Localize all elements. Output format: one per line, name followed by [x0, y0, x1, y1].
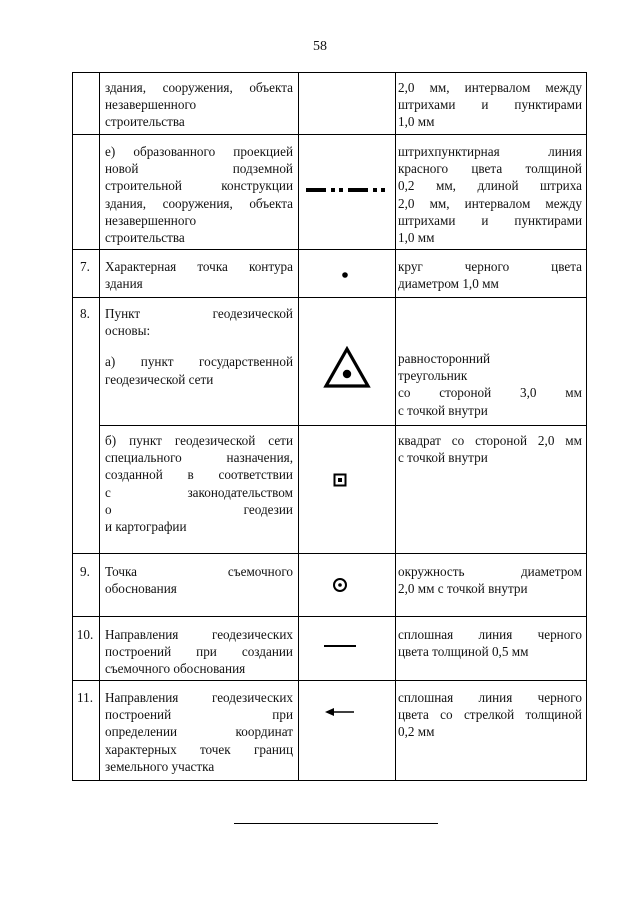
row-9-desc: окружность диаметром 2,0 мм с точкой внутри	[398, 564, 582, 597]
circle-with-dot-symbol	[332, 577, 348, 593]
triangle-with-dot-symbol	[322, 346, 372, 390]
page-number: 58	[313, 39, 327, 54]
row-9-name: Точка съемочного обоснования	[105, 564, 293, 597]
row-8-number: 8.	[80, 306, 90, 321]
row-cont-desc: 2,0 мм, интервалом между штрихами и пунктирами 1,0 мм	[398, 80, 582, 130]
row-9-number: 9.	[80, 564, 90, 579]
row-11-desc: сплошная линия черного цвета со стрелкой толщиной 0,2 мм	[398, 690, 582, 740]
row-e-desc: штрихпунктирная линия красного цвета толщиной 0,2 мм, длиной штриха 2,0 мм, интервалом между штрихами и пунктирами 1,0 мм	[398, 144, 582, 246]
row-7-number: 7.	[80, 259, 90, 274]
row-8b-name: б) пункт геодезической сети специального назначения, созданной в соответствии с законодательством о геодезии и картографии	[105, 433, 293, 535]
row-10-name: Направления геодезических построений при создании съемочного обоснования	[105, 627, 293, 677]
square-with-dot-symbol	[333, 473, 347, 487]
row-8b-desc: квадрат со стороной 2,0 мм с точкой внутри	[398, 433, 582, 466]
row-e-name: е) образованного проекцией новой подземной строительной конструкции здания, сооружения, объекта незавершенного строительства	[105, 144, 293, 246]
row-10-desc: сплошная линия черного цвета толщиной 0,5 мм	[398, 627, 582, 660]
solid-line-symbol	[324, 643, 358, 649]
arrow-line-symbol	[324, 706, 356, 718]
row-8-name: Пункт геодезической основы: а) пункт государственной геодезической сети	[105, 306, 293, 387]
row-7-name: Характерная точка контура здания	[105, 259, 293, 292]
row-cont-name: здания, сооружения, объекта незавершенного строительства	[105, 80, 293, 130]
row-10-number: 10.	[76, 627, 94, 642]
row-7-desc: круг черного цвета диаметром 1,0 мм	[398, 259, 582, 292]
row-11-number: 11.	[77, 690, 93, 705]
row-8a-desc: равносторонний треугольник со стороной 3,0 мм с точкой внутри	[398, 351, 582, 418]
dash-dot-line-symbol	[305, 185, 387, 195]
black-dot-symbol	[340, 270, 350, 280]
row-11-name: Направления геодезических построений при определении координат характерных точек границ земельного участка	[105, 690, 293, 774]
